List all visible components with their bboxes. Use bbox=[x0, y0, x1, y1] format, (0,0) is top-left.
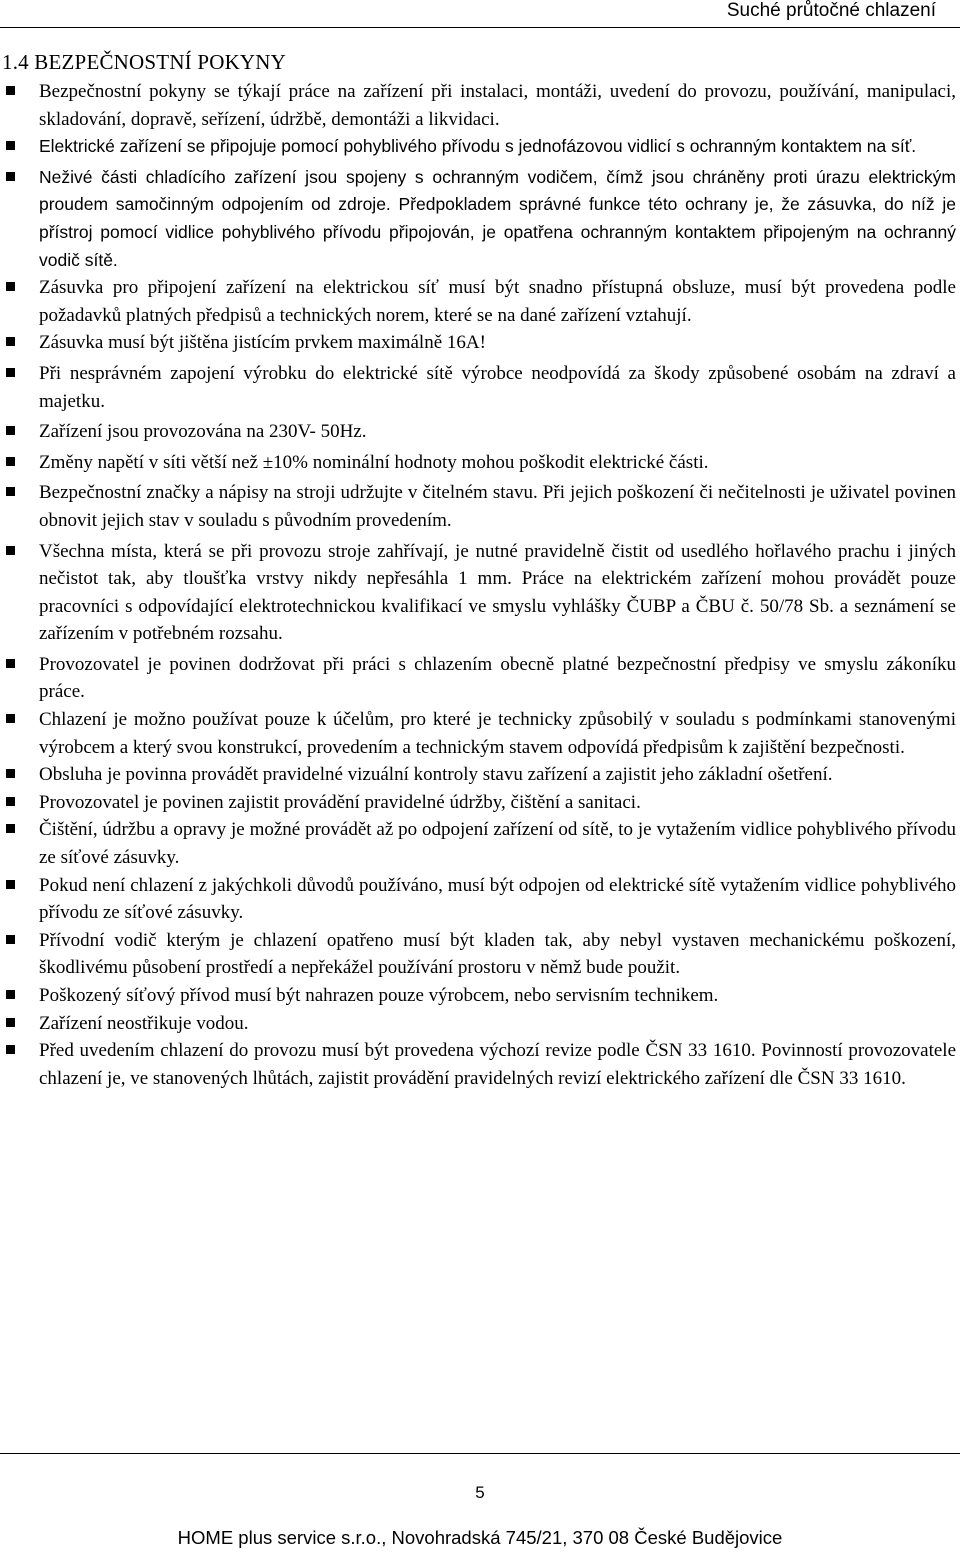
square-bullet-icon bbox=[6, 935, 15, 944]
square-bullet-icon bbox=[6, 282, 15, 291]
list-item-text: Všechna místa, která se při provozu stroje zahřívají, je nutné pravidelně čistit od usedlého hořlavého prachu i jiných nečistot tak, aby tloušťka vrstvy nikdy nepřesáhla 1 mm. Práce na elektrickém zařízení mohou provádět pouze pracovníci s odpovídající elektrotechnickou kvalifikací ve smyslu vyhlášky ČUBP a ČBU č. 50/78 Sb. a seznámení se zařízením v potřebném rozsahu. bbox=[39, 540, 956, 645]
list-item-text: Zařízení jsou provozována na 230V- 50Hz. bbox=[39, 421, 367, 443]
list-item bbox=[0, 872, 956, 927]
list-item-text: Zásuvka musí být jištěna jistícím prvkem maximálně 16A! bbox=[39, 332, 486, 354]
square-bullet-icon bbox=[6, 337, 15, 346]
list-item bbox=[0, 360, 956, 415]
list-item bbox=[0, 927, 956, 982]
square-bullet-icon bbox=[6, 990, 15, 999]
list-item bbox=[0, 78, 956, 133]
square-bullet-icon bbox=[6, 457, 15, 466]
square-bullet-icon bbox=[6, 426, 15, 435]
square-bullet-icon bbox=[6, 880, 15, 889]
list-item-text: Elektrické zařízení se připojuje pomocí pohyblivého přívodu s jednofázovou vidlicí s ochranným kontaktem na síť. bbox=[39, 136, 917, 157]
list-item bbox=[0, 651, 956, 706]
list-item-text: Chlazení je možno používat pouze k účelům, pro které je technicky způsobilý v souladu s podmínkami stanovenými výrobcem a který svou konstrukcí, provedením a technickým stavem odpovídá předpisům k zajištění bezpečnosti. bbox=[39, 709, 956, 758]
list-item bbox=[0, 133, 956, 161]
list-item-text: Před uvedením chlazení do provozu musí být provedena výchozí revize podle ČSN 33 1610. Povinností provozovatele chlazení je, ve stanovených lhůtách, zajistit provádění pravidelných revizí elektrického zařízení dle ČSN 33 1610. bbox=[39, 1040, 956, 1089]
list-item-text: Zařízení neostřikuje vodou. bbox=[39, 1012, 249, 1034]
square-bullet-icon bbox=[6, 172, 15, 181]
square-bullet-icon bbox=[6, 546, 15, 555]
square-bullet-icon bbox=[6, 659, 15, 668]
header-divider bbox=[0, 27, 960, 28]
list-item-text: Poškozený síťový přívod musí být nahrazen pouze výrobcem, nebo servisním technikem. bbox=[39, 985, 719, 1006]
square-bullet-icon bbox=[6, 714, 15, 723]
list-item bbox=[0, 982, 956, 1010]
list-item bbox=[0, 418, 956, 446]
section-heading: 1.4 BEZPEČNOSTNÍ POKYNY bbox=[2, 50, 287, 74]
page-number: 5 bbox=[475, 1483, 485, 1502]
safety-instructions-list bbox=[0, 78, 956, 1092]
list-item bbox=[0, 274, 956, 329]
list-item bbox=[0, 761, 956, 789]
list-item-text: Pokud není chlazení z jakýchkoli důvodů používáno, musí být odpojen od elektrické sítě vytažením vidlice pohyblivého přívodu ze síťové zásuvky. bbox=[39, 874, 956, 924]
list-item-text: Provozovatel je povinen zajistit provádění pravidelné údržby, čištění a sanitaci. bbox=[39, 791, 641, 813]
list-item bbox=[0, 479, 956, 534]
list-item bbox=[0, 329, 956, 357]
list-item-text: Neživé části chladícího zařízení jsou spojeny s ochranným vodičem, čímž jsou chráněny proti úrazu elektrickým proudem samočinným odpojením od zdroje. Předpokladem správné funkce této ochrany je, že zásuvka, do níž je přístroj pomocí vidlice pohyblivého přívodu připojován, je opatřena ochranným kontaktem připojeným na ochranný vodič sítě. bbox=[39, 166, 956, 270]
list-item-text: Přívodní vodič kterým je chlazení opatřeno musí být kladen tak, aby nebyl vystaven mechanickému poškození, škodlivému působení prostředí a nepřekážel používání prostoru v němž bude použit. bbox=[39, 929, 956, 979]
list-item bbox=[0, 789, 956, 817]
list-item-text: Při nesprávném zapojení výrobku do elektrické sítě výrobce neodpovídá za škody způsobené osobám na zdraví a majetku. bbox=[39, 362, 956, 412]
footer-company-address: HOME plus service s.r.o., Novohradská 745/21, 370 08 České Budějovice bbox=[177, 1527, 783, 1548]
running-header: Suché průtočné chlazení bbox=[726, 0, 936, 21]
list-item bbox=[0, 1010, 956, 1038]
footer-divider bbox=[0, 1453, 960, 1454]
list-item bbox=[0, 164, 956, 274]
list-item-text: Provozovatel je povinen dodržovat při práci s chlazením obecně platné bezpečnostní předpisy ve smyslu zákoníku práce. bbox=[39, 653, 956, 703]
square-bullet-icon bbox=[6, 141, 15, 150]
list-item-text: Zásuvka pro připojení zařízení na elektrickou síť musí být snadno přístupná obsluze, musí být provedena podle požadavků platných předpisů a technických norem, které se na dané zařízení vztahují. bbox=[39, 277, 956, 326]
list-item-text: Obsluha je povinna provádět pravidelné vizuální kontroly stavu zařízení a zajistit jeho základní ošetření. bbox=[39, 764, 833, 786]
list-item-text: Bezpečnostní značky a nápisy na stroji udržujte v čitelném stavu. Při jejich poškození či nečitelnosti je uživatel povinen obnovit jejich stav v souladu s původním provedením. bbox=[39, 482, 956, 531]
square-bullet-icon bbox=[6, 86, 15, 95]
square-bullet-icon bbox=[6, 368, 15, 377]
square-bullet-icon bbox=[6, 824, 15, 833]
list-item bbox=[0, 816, 956, 871]
list-item bbox=[0, 449, 956, 477]
square-bullet-icon bbox=[6, 797, 15, 806]
square-bullet-icon bbox=[6, 1045, 15, 1054]
list-item-text: Změny napětí v síti větší než ±10% nominální hodnoty mohou poškodit elektrické části. bbox=[39, 451, 709, 473]
list-item-text: Bezpečnostní pokyny se týkají práce na zařízení při instalaci, montáži, uvedení do provozu, používání, manipulaci, skladování, dopravě, seřízení, údržbě, demontáži a likvidaci. bbox=[39, 81, 956, 130]
list-item bbox=[0, 538, 956, 648]
square-bullet-icon bbox=[6, 769, 15, 778]
list-item bbox=[0, 706, 956, 761]
list-item bbox=[0, 1037, 956, 1092]
list-item-text: Čištění, údržbu a opravy je možné provádět až po odpojení zařízení od sítě, to je vytažením vidlice pohyblivého přívodu ze síťové zásuvky. bbox=[39, 819, 956, 869]
square-bullet-icon bbox=[6, 487, 15, 496]
square-bullet-icon bbox=[6, 1018, 15, 1027]
